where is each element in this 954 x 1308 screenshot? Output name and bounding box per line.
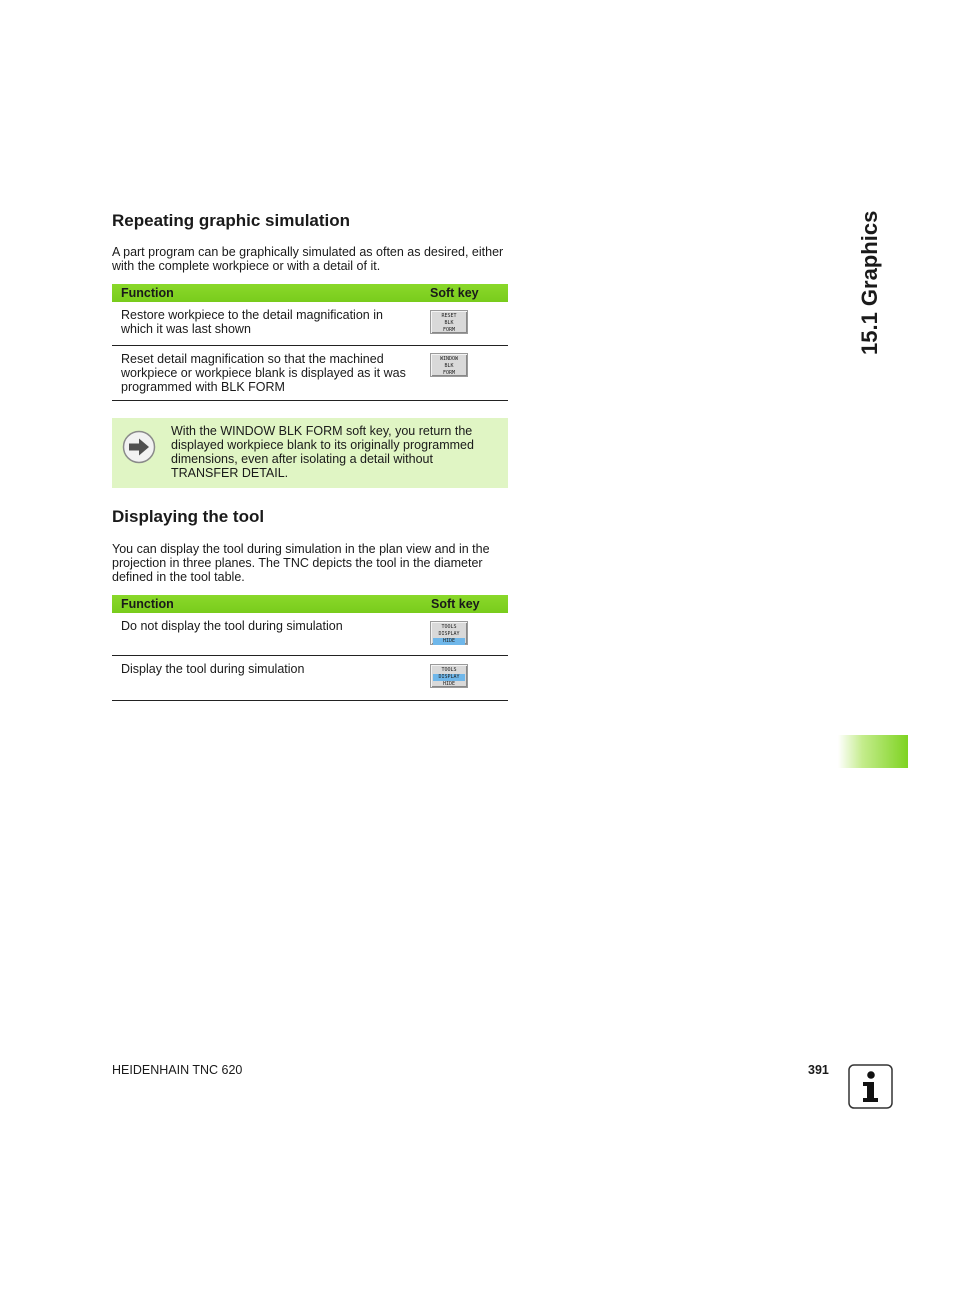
- row-description: [121, 352, 421, 394]
- intro-line: projection in three planes. The TNC depicts the tool in the diameter: [112, 556, 483, 570]
- description-line: Display the tool during simulation: [121, 662, 305, 676]
- section-heading-displaying-tool: Displaying the tool: [112, 507, 265, 526]
- section-intro-displaying-tool: [112, 542, 508, 584]
- section-intro-repeating: [112, 245, 508, 273]
- softkey-line: TOOLS: [441, 667, 457, 673]
- softkey-line-active: HIDE: [433, 638, 465, 645]
- column-header-softkey: Soft key: [431, 597, 480, 611]
- description-line: Reset detail magnification so that the machined: [121, 352, 384, 366]
- description-line: workpiece or workpiece blank is displayed as it was: [121, 366, 406, 380]
- intro-line: You can display the tool during simulation in the plan view and in the: [112, 542, 490, 556]
- function-table-repeating: [112, 284, 508, 401]
- table-header: [112, 595, 508, 613]
- softkey-line: FORM: [442, 370, 456, 376]
- info-icon: [848, 1064, 894, 1110]
- softkey-window-blk-form[interactable]: [430, 353, 468, 377]
- row-description: [121, 662, 421, 676]
- softkey-line: FORM: [442, 327, 456, 333]
- intro-line: defined in the tool table.: [112, 570, 245, 584]
- intro-line: with the complete workpiece or with a detail of it.: [112, 259, 381, 273]
- softkey-line: BLK: [444, 320, 454, 326]
- softkey-reset-blk-form[interactable]: [430, 310, 468, 334]
- table-row: [112, 613, 508, 656]
- softkey-line: DISPLAY: [438, 631, 460, 637]
- softkey-line: TOOLS: [441, 624, 457, 630]
- softkey-tools-display-hide[interactable]: [430, 621, 468, 645]
- softkey-line: BLK: [444, 363, 454, 369]
- intro-line: A part program can be graphically simulated as often as desired, either: [112, 245, 504, 259]
- section-heading-repeating: Repeating graphic simulation: [112, 211, 351, 230]
- table-row: [112, 302, 508, 346]
- footer-product-name: HEIDENHAIN TNC 620: [112, 1063, 243, 1077]
- description-line: programmed with BLK FORM: [121, 380, 285, 394]
- note-text: [171, 424, 501, 480]
- softkey-line: RESET: [441, 313, 457, 319]
- chapter-tab: [838, 735, 908, 768]
- table-header: [112, 284, 508, 302]
- page-number: 391: [808, 1063, 829, 1077]
- note-line: dimensions, even after isolating a detail without: [171, 452, 433, 466]
- softkey-line: WINDOW: [439, 356, 459, 362]
- note-line: displayed workpiece blank to its originally programmed: [171, 438, 474, 452]
- chapter-side-title: 15.1 Graphics: [857, 210, 882, 355]
- table-row: [112, 346, 508, 401]
- function-table-tool: [112, 595, 508, 701]
- table-row: [112, 656, 508, 701]
- column-header-softkey: Soft key: [430, 286, 479, 300]
- column-header-function: Function: [121, 597, 174, 611]
- note-box: [112, 418, 508, 488]
- note-line: TRANSFER DETAIL.: [171, 466, 289, 480]
- column-header-function: Function: [121, 286, 174, 300]
- softkey-tools-display-show[interactable]: [430, 664, 468, 688]
- softkey-line-active: DISPLAY: [433, 674, 465, 681]
- arrow-right-icon: [122, 430, 156, 464]
- softkey-line: HIDE: [442, 681, 456, 687]
- row-description: [121, 619, 421, 633]
- description-line: Do not display the tool during simulation: [121, 619, 343, 633]
- row-description: [121, 308, 421, 336]
- note-line: With the WINDOW BLK FORM soft key, you return the: [171, 424, 473, 438]
- description-line: which it was last shown: [121, 322, 251, 336]
- description-line: Restore workpiece to the detail magnification in: [121, 308, 383, 322]
